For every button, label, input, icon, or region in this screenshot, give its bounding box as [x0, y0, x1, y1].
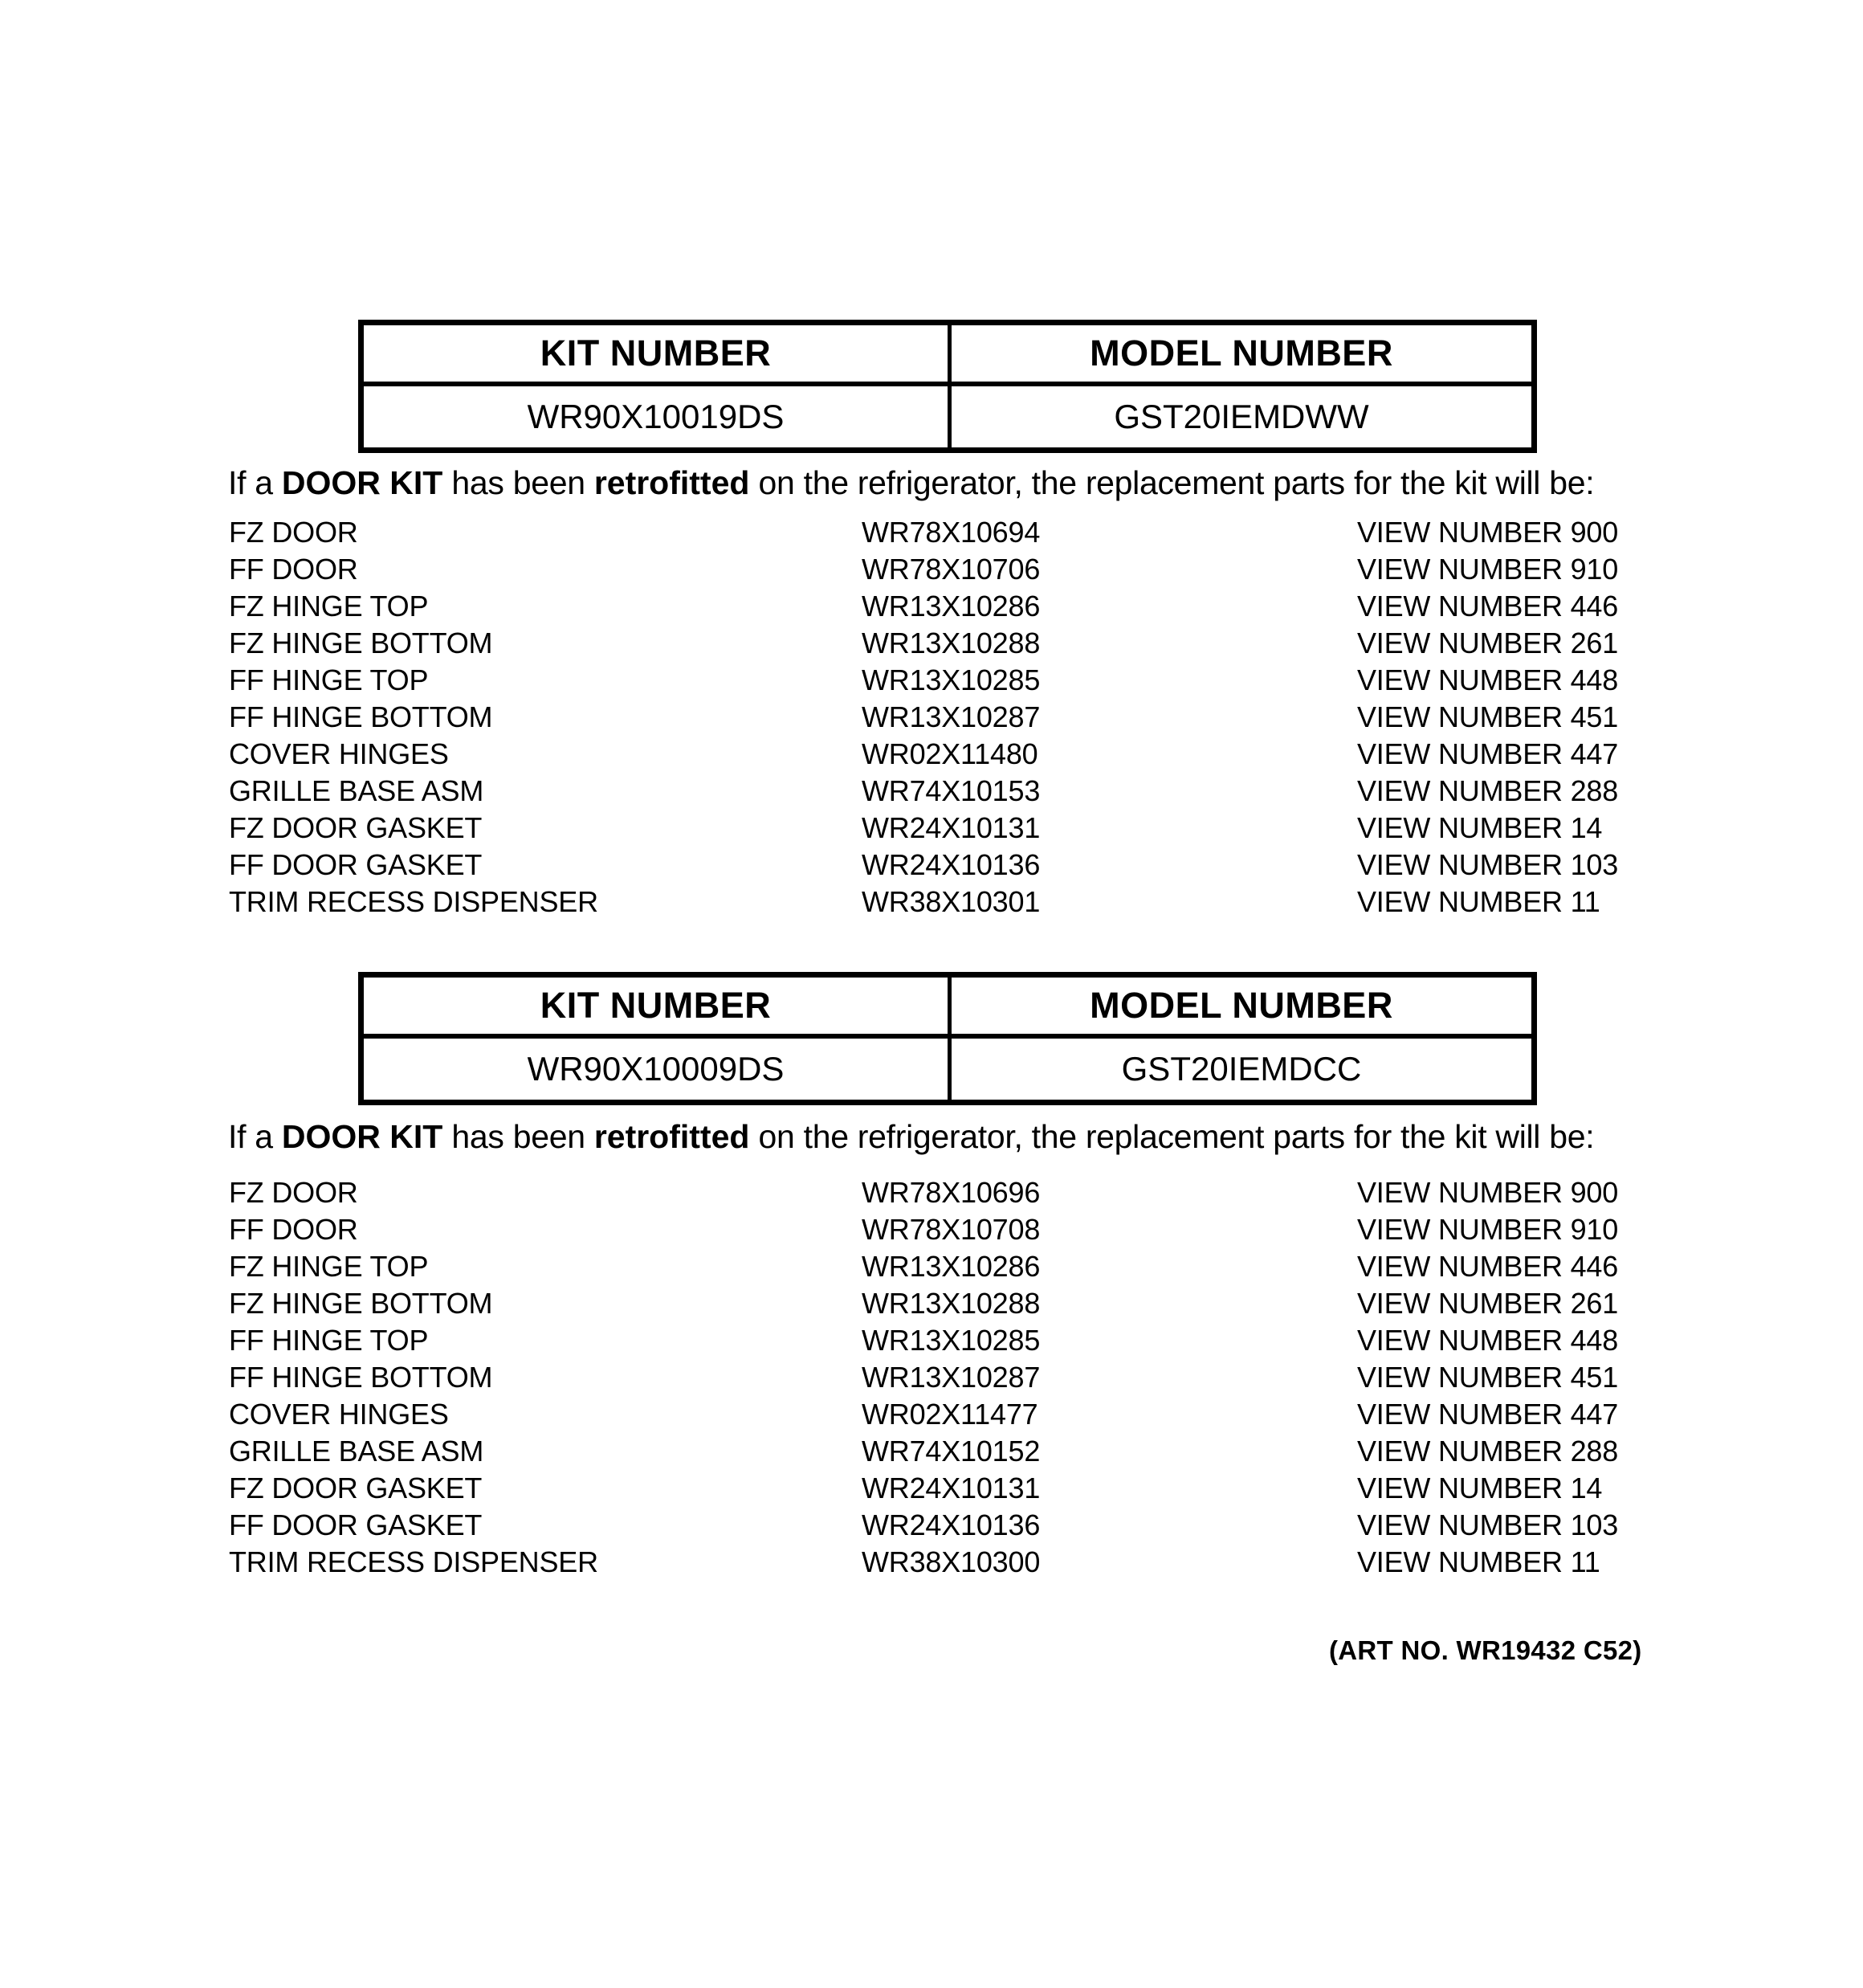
model-number-header: MODEL NUMBER	[948, 978, 1531, 1039]
view-number: VIEW NUMBER 288	[1357, 1435, 1619, 1468]
parts-list-2	[229, 1174, 1618, 1581]
part-row	[229, 773, 1618, 810]
part-name: COVER HINGES	[229, 737, 449, 770]
part-name: FZ HINGE TOP	[229, 590, 429, 623]
part-number: WR74X10152	[862, 1435, 1041, 1468]
kit-number-value: WR90X10019DS	[527, 398, 785, 435]
part-name: FF DOOR	[229, 553, 358, 586]
part-row	[229, 699, 1618, 736]
part-name: FZ DOOR	[229, 1176, 358, 1209]
intro-text: If a	[228, 1118, 282, 1155]
part-name: FZ DOOR	[229, 516, 358, 549]
retrofitted-emphasis: retrofitted	[593, 1118, 750, 1155]
part-name: FF HINGE BOTTOM	[229, 1361, 493, 1394]
part-name: FZ DOOR GASKET	[229, 811, 483, 844]
part-name: FZ HINGE BOTTOM	[229, 1287, 493, 1320]
view-number: VIEW NUMBER 446	[1357, 1250, 1619, 1283]
part-row	[229, 1211, 1618, 1248]
part-name: GRILLE BASE ASM	[229, 774, 484, 807]
part-row	[229, 847, 1618, 884]
intro-text: If a	[228, 464, 282, 501]
part-row	[229, 1433, 1618, 1470]
kit-number-header: KIT NUMBER	[364, 978, 948, 1039]
part-number: WR13X10288	[862, 1287, 1041, 1320]
part-number: WR78X10706	[862, 553, 1041, 586]
view-number: VIEW NUMBER 451	[1357, 700, 1619, 733]
part-name: COVER HINGES	[229, 1398, 449, 1431]
part-number: WR78X10694	[862, 516, 1041, 549]
view-number: VIEW NUMBER 900	[1357, 1176, 1619, 1209]
part-number: WR13X10288	[862, 627, 1041, 659]
door-kit-emphasis: DOOR KIT	[281, 464, 443, 501]
part-number: WR24X10131	[862, 811, 1041, 844]
part-number: WR13X10286	[862, 590, 1041, 623]
view-number: VIEW NUMBER 447	[1357, 737, 1619, 770]
part-row	[229, 551, 1618, 588]
view-number: VIEW NUMBER 261	[1357, 627, 1619, 659]
part-name: FF DOOR	[229, 1213, 358, 1246]
part-name: FZ HINGE TOP	[229, 1250, 429, 1283]
part-number: WR24X10131	[862, 1472, 1041, 1504]
part-name: FF HINGE TOP	[229, 663, 429, 696]
part-row	[229, 1322, 1618, 1359]
kit-number-header: KIT NUMBER	[364, 325, 948, 386]
view-number: VIEW NUMBER 11	[1357, 885, 1600, 918]
art-number: (ART NO. WR19432 C52)	[1329, 1635, 1642, 1665]
part-row	[229, 736, 1618, 773]
part-number: WR13X10285	[862, 663, 1041, 696]
part-name: FF DOOR GASKET	[229, 1508, 483, 1541]
view-number: VIEW NUMBER 14	[1357, 1472, 1603, 1504]
view-number: VIEW NUMBER 447	[1357, 1398, 1619, 1431]
part-number: WR24X10136	[862, 848, 1041, 881]
intro-text: has been	[442, 1118, 594, 1155]
model-number-value: GST20IEMDWW	[948, 386, 1531, 447]
part-number: WR13X10287	[862, 700, 1041, 733]
part-number: WR02X11480	[862, 737, 1038, 770]
intro-text: has been	[442, 464, 594, 501]
part-row	[229, 662, 1618, 699]
view-number: VIEW NUMBER 288	[1357, 774, 1619, 807]
view-number: VIEW NUMBER 14	[1357, 811, 1603, 844]
part-row	[229, 1470, 1618, 1507]
view-number: VIEW NUMBER 103	[1357, 1508, 1619, 1541]
view-number: VIEW NUMBER 900	[1357, 516, 1619, 549]
part-name: FZ DOOR GASKET	[229, 1472, 483, 1504]
part-number: WR38X10300	[862, 1545, 1041, 1578]
part-number: WR38X10301	[862, 885, 1041, 918]
part-name: TRIM RECESS DISPENSER	[229, 1545, 598, 1578]
part-number: WR13X10285	[862, 1324, 1041, 1357]
part-row	[229, 625, 1618, 662]
part-row	[229, 588, 1618, 625]
view-number: VIEW NUMBER 451	[1357, 1361, 1619, 1394]
kit-model-table-1	[358, 320, 1537, 453]
model-number-header: MODEL NUMBER	[948, 325, 1531, 386]
part-name: GRILLE BASE ASM	[229, 1435, 484, 1468]
part-row	[229, 514, 1618, 551]
part-number: WR24X10136	[862, 1508, 1041, 1541]
part-number: WR74X10153	[862, 774, 1041, 807]
part-number: WR78X10708	[862, 1213, 1041, 1246]
part-number: WR02X11477	[862, 1398, 1038, 1431]
part-row	[229, 810, 1618, 847]
part-row	[229, 1174, 1618, 1211]
retrofit-note-2	[228, 1118, 1594, 1156]
part-name: FF DOOR GASKET	[229, 848, 483, 881]
part-number: WR13X10287	[862, 1361, 1041, 1394]
view-number: VIEW NUMBER 448	[1357, 1324, 1619, 1357]
part-number: WR78X10696	[862, 1176, 1041, 1209]
view-number: VIEW NUMBER 103	[1357, 848, 1619, 881]
view-number: VIEW NUMBER 910	[1357, 553, 1619, 586]
part-name: FZ HINGE BOTTOM	[229, 627, 493, 659]
part-row	[229, 1248, 1618, 1285]
kit-number-value: WR90X10009DS	[527, 1050, 785, 1088]
view-number: VIEW NUMBER 261	[1357, 1287, 1619, 1320]
view-number: VIEW NUMBER 910	[1357, 1213, 1619, 1246]
retrofit-note-1	[228, 464, 1594, 502]
view-number: VIEW NUMBER 448	[1357, 663, 1619, 696]
view-number: VIEW NUMBER 446	[1357, 590, 1619, 623]
part-name: FF HINGE TOP	[229, 1324, 429, 1357]
part-row	[229, 1396, 1618, 1433]
part-name: TRIM RECESS DISPENSER	[229, 885, 598, 918]
part-number: WR13X10286	[862, 1250, 1041, 1283]
part-name: FF HINGE BOTTOM	[229, 700, 493, 733]
part-row	[229, 884, 1618, 921]
part-row	[229, 1359, 1618, 1396]
parts-list-1	[229, 514, 1618, 921]
view-number: VIEW NUMBER 11	[1357, 1545, 1600, 1578]
retrofitted-emphasis: retrofitted	[593, 464, 750, 501]
intro-text: on the refrigerator, the replacement parts for the kit will be:	[749, 464, 1595, 501]
part-row	[229, 1544, 1618, 1581]
model-number-value: GST20IEMDCC	[948, 1039, 1531, 1100]
intro-text: on the refrigerator, the replacement parts for the kit will be:	[749, 1118, 1595, 1155]
door-kit-emphasis: DOOR KIT	[281, 1118, 443, 1155]
kit-model-table-2	[358, 972, 1537, 1105]
part-row	[229, 1285, 1618, 1322]
part-row	[229, 1507, 1618, 1544]
